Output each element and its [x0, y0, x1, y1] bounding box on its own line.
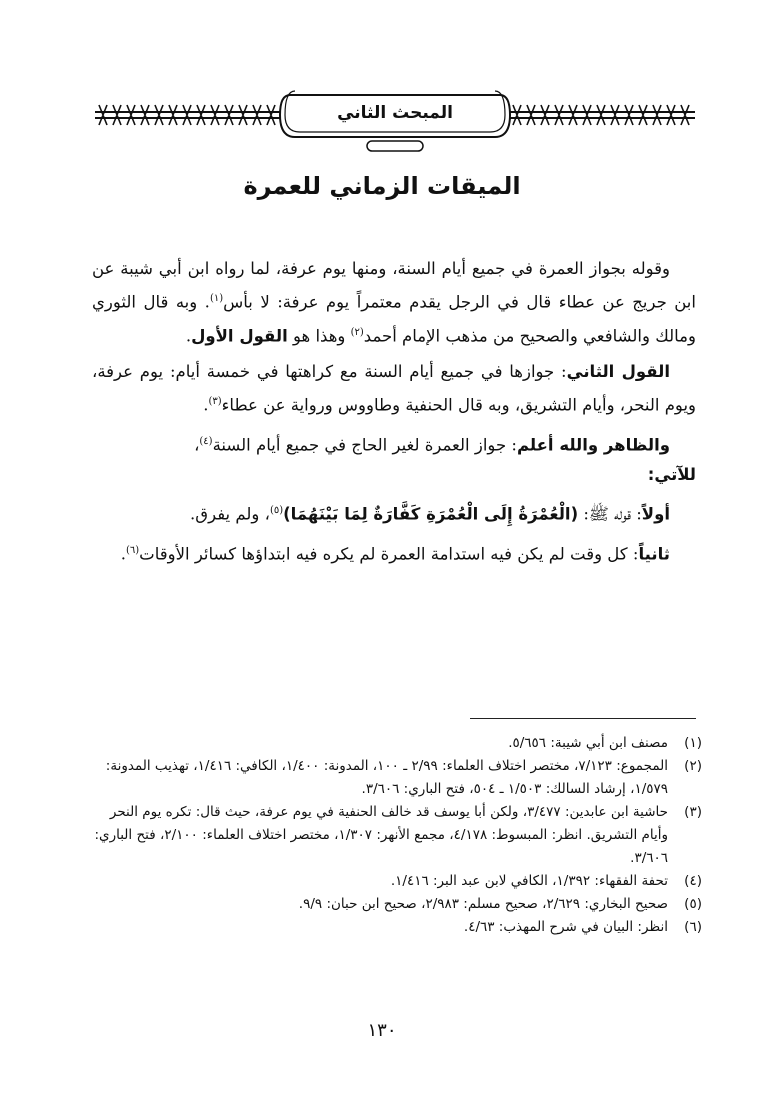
p2-text: : جوازها في جميع أيام السنة مع كراهتها في خمسة أيام: يوم عرفة، ويوم النحر، وأيام التشريق، وبه قال الحنفية وطاووس ورواية عن عطاء: [92, 362, 696, 415]
footnote-6: [92, 916, 702, 939]
footnote-1: [92, 732, 702, 755]
footnote-text: تحفة الفقهاء: ١/٣٩٢، الكافي لابن عبد البر: ١/٤١٦.: [390, 873, 668, 889]
footnote-5: [92, 893, 702, 916]
p1-bold: القول الأول: [191, 326, 288, 345]
footnote-ref-5[interactable]: (٥): [269, 505, 284, 516]
footnote-number: (١): [684, 735, 702, 751]
section-header: [95, 85, 695, 155]
p4-text: : قوله ﷺ:: [578, 504, 642, 524]
footnote-ref-3[interactable]: (٣): [208, 396, 222, 407]
footnote-text: انظر: البيان في شرح المهذب: ٤/٦٣.: [463, 919, 668, 935]
paragraph-5: [92, 536, 696, 570]
p2-bold: القول الثاني: [566, 362, 670, 381]
footnote-ref-2[interactable]: (٢): [350, 326, 364, 338]
footnote-number: (٦): [684, 919, 702, 935]
section-label: المبحث الثاني: [337, 103, 453, 123]
p1-cont2: وهذا هو: [287, 326, 351, 345]
paragraph-1: [92, 254, 696, 351]
p4-bold: أولاً: [641, 504, 670, 524]
p1-cont: . وبه قال الثوري ومالك والشافعي والصحيح من مذهب الإمام أحمد: [92, 292, 696, 345]
p1-end: .: [185, 326, 192, 345]
p3-bold: والظاهر والله أعلم: [516, 435, 670, 454]
page-number: ١٣٠: [367, 1020, 397, 1041]
footnote-4: [92, 870, 702, 893]
footnote-number: (٢): [684, 758, 702, 774]
p3-text: : جواز العمرة لغير الحاج في جميع أيام السنة: [212, 435, 517, 454]
footnote-number: (٥): [684, 896, 702, 912]
p5-bold: ثانياً: [638, 544, 670, 563]
p1-text: وقوله بجواز العمرة في جميع أيام السنة، ومنها يوم عرفة، لما رواه ابن أبي شيبة عن ابن جريج عن عطاء قال في الرجل يقدم معتمراً يوم عرفة: لا بأس: [92, 259, 696, 312]
p3-end: ،: [194, 435, 200, 454]
p5-end: .: [120, 544, 126, 563]
footnote-ref-1[interactable]: (١): [209, 293, 224, 304]
main-text: [92, 254, 696, 575]
paragraph-3: [92, 427, 696, 491]
footnote-text: حاشية ابن عابدين: ٣/٤٧٧، ولكن أبا يوسف قد خالف الحنفية في يوم عرفة، حيث قال: تكره يوم النحر وأيام التشريق. انظر: المبسوط: ٤/١٧٨، مجمع الأنهر: ١/٣٠٧، مختصر اختلاف العلماء: ٢/١٠٠، فتح الباري: ٣/٦٠٦.: [94, 804, 668, 866]
paragraph-4: [92, 496, 696, 530]
paragraph-2: [92, 357, 696, 421]
footnote-text: صحيح البخاري: ٢/٦٢٩، صحيح مسلم: ٢/٩٨٣، صحيح ابن حبان: ٩/٩.: [298, 896, 668, 912]
footnote-number: (٣): [684, 804, 702, 820]
p5-text: : كل وقت لم يكن فيه استدامة العمرة لم يكره فيه ابتداؤها كسائر الأوقات: [139, 544, 639, 563]
footnote-3: [92, 801, 702, 870]
footnote-number: (٤): [684, 873, 702, 889]
page-title: الميقات الزماني للعمرة: [243, 172, 521, 200]
footnotes: [92, 732, 702, 939]
p2-end: .: [203, 395, 209, 415]
footnote-divider: [470, 718, 696, 719]
footnote-ref-6[interactable]: (٦): [125, 544, 140, 556]
footnote-text: مصنف ابن أبي شيبة: ٥/٦٥٦.: [508, 735, 668, 751]
footnote-2: [92, 755, 702, 801]
footnote-ref-4[interactable]: (٤): [199, 435, 213, 447]
footnote-text: المجموع: ٧/١٢٣، مختصر اختلاف العلماء: ٢/٩٩ ـ ١٠٠، المدونة: ١/٤٠٠، الكافي: ١/٤١٦، تهذيب المدونة: ١/٥٧٩، إرشاد السالك: ١/٥٠٣ ـ ٥٠٤، فتح الباري: ٣/٦٠٦.: [105, 758, 668, 797]
p4-quote: (الْعُمْرَةُ إِلَى الْعُمْرَةِ كَفَّارَةٌ لِمَا بَيْنَهُمَا): [283, 504, 579, 524]
p3-bold2: للآتي:: [647, 465, 696, 484]
p4-end: ، ولم يفرق.: [190, 504, 270, 524]
